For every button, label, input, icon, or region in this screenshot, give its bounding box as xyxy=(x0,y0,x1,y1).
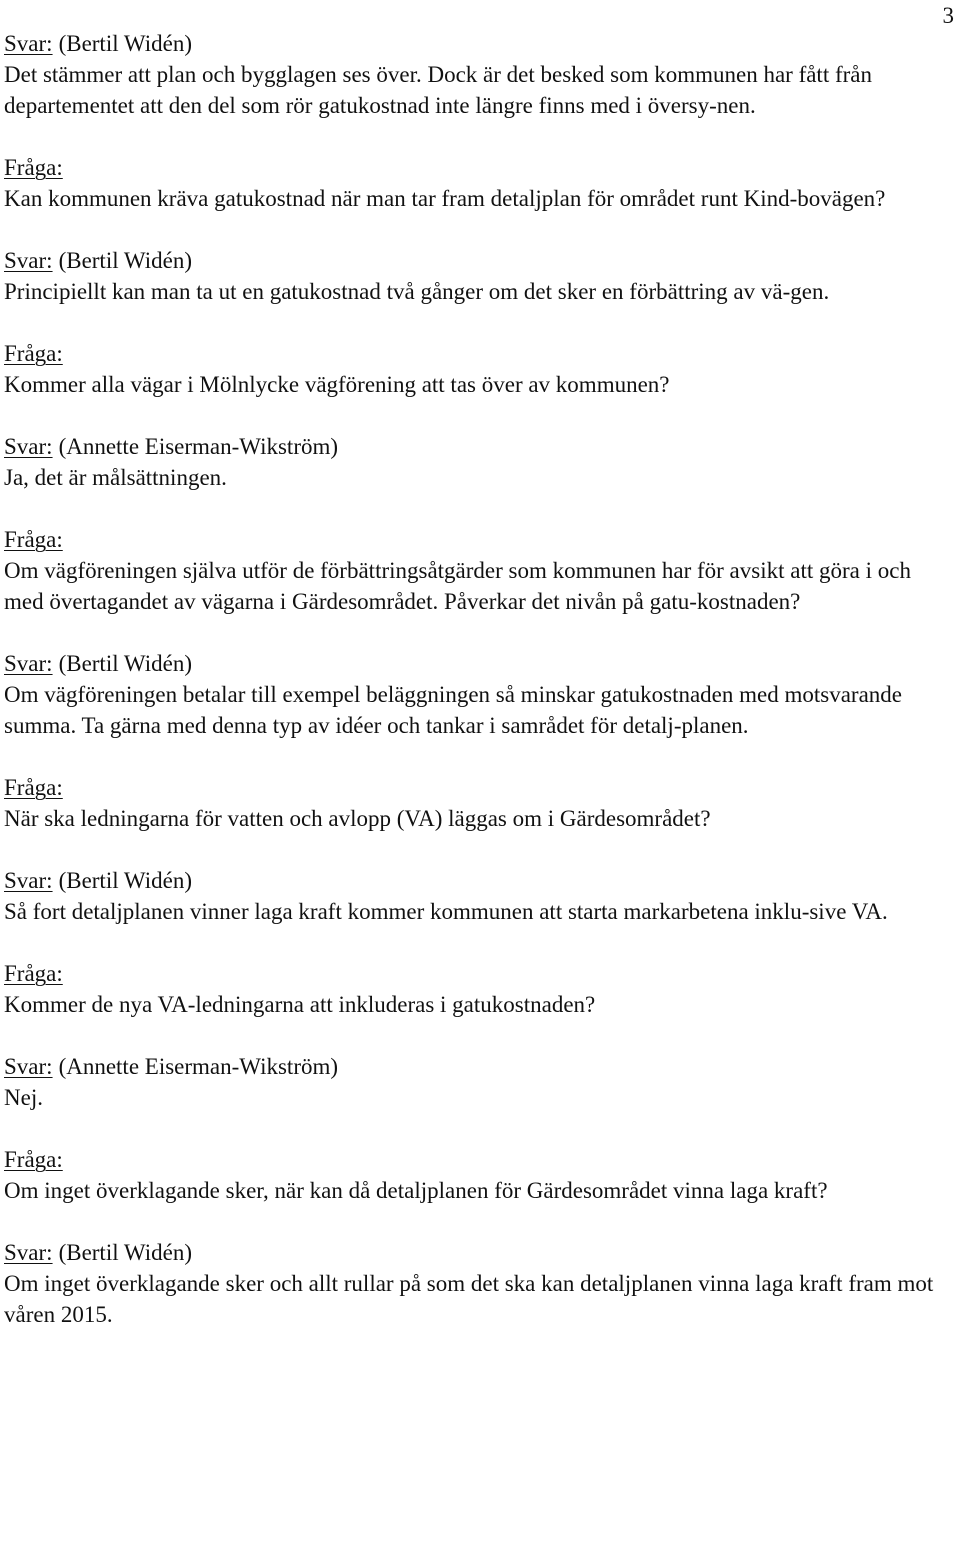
answer-label: Svar: xyxy=(4,434,53,459)
question-label: Fråga: xyxy=(4,961,63,986)
question-text: Kommer alla vägar i Mölnlycke vägförening att tas över av kommunen? xyxy=(4,372,670,397)
answer-text: Principiellt kan man ta ut en gatukostnad två gånger om det sker en förbättring av vä-gen. xyxy=(4,279,830,304)
qa-block-answer xyxy=(4,865,956,927)
answer-text: Ja, det är målsättningen. xyxy=(4,465,227,490)
answer-label: Svar: xyxy=(4,248,53,273)
answer-text: Så fort detaljplanen vinner laga kraft kommer kommunen att starta markarbetena inklu-sive VA. xyxy=(4,899,888,924)
qa-block-question xyxy=(4,338,956,400)
question-text: Kommer de nya VA-ledningarna att inkluderas i gatukostnaden? xyxy=(4,992,596,1017)
answer-text: Om vägföreningen betalar till exempel beläggningen så minskar gatukostnaden med motsvarande summa. Ta gärna med denna typ av idéer och tankar i samrådet för detalj-planen. xyxy=(4,682,902,738)
qa-block-question xyxy=(4,1144,956,1206)
speaker-name: (Bertil Widén) xyxy=(58,1240,192,1265)
speaker-name: (Annette Eiserman-Wikström) xyxy=(58,1054,339,1079)
qa-block-answer xyxy=(4,1237,956,1330)
question-text: När ska ledningarna för vatten och avlopp (VA) läggas om i Gärdesområdet? xyxy=(4,806,711,831)
qa-block-answer xyxy=(4,648,956,741)
qa-block-answer xyxy=(4,245,956,307)
answer-label: Svar: xyxy=(4,31,53,56)
qa-block-answer xyxy=(4,28,956,121)
question-label: Fråga: xyxy=(4,155,63,180)
qa-block-question xyxy=(4,958,956,1020)
qa-block-answer xyxy=(4,431,956,493)
question-label: Fråga: xyxy=(4,775,63,800)
page-number: 3 xyxy=(942,3,954,28)
speaker-name: (Annette Eiserman-Wikström) xyxy=(58,434,339,459)
question-label: Fråga: xyxy=(4,527,63,552)
qa-block-question xyxy=(4,524,956,617)
answer-label: Svar: xyxy=(4,868,53,893)
question-label: Fråga: xyxy=(4,341,63,366)
qa-block-answer xyxy=(4,1051,956,1113)
answer-text: Det stämmer att plan och bygglagen ses över. Dock är det besked som kommunen har fått från departementet att den del som rör gatukostnad inte längre finns med i översy-nen. xyxy=(4,62,872,118)
question-text: Om inget överklagande sker, när kan då detaljplanen för Gärdesområdet vinna laga kraft? xyxy=(4,1178,828,1203)
answer-label: Svar: xyxy=(4,651,53,676)
qa-block-question xyxy=(4,152,956,214)
answer-text: Nej. xyxy=(4,1085,43,1110)
speaker-name: (Bertil Widén) xyxy=(58,868,192,893)
qa-content xyxy=(4,28,956,1361)
speaker-name: (Bertil Widén) xyxy=(58,248,192,273)
answer-label: Svar: xyxy=(4,1240,53,1265)
question-text: Om vägföreningen själva utför de förbättringsåtgärder som kommunen har för avsikt att göra i och med övertagandet av vägarna i Gärdesområdet. Påverkar det nivån på gatu-kostnaden? xyxy=(4,558,911,614)
question-text: Kan kommunen kräva gatukostnad när man tar fram detaljplan för området runt Kind-bovägen? xyxy=(4,186,886,211)
answer-label: Svar: xyxy=(4,1054,53,1079)
speaker-name: (Bertil Widén) xyxy=(58,31,192,56)
answer-text: Om inget överklagande sker och allt rullar på som det ska kan detaljplanen vinna laga kraft fram mot våren 2015. xyxy=(4,1271,934,1327)
speaker-name: (Bertil Widén) xyxy=(58,651,192,676)
question-label: Fråga: xyxy=(4,1147,63,1172)
qa-block-question xyxy=(4,772,956,834)
